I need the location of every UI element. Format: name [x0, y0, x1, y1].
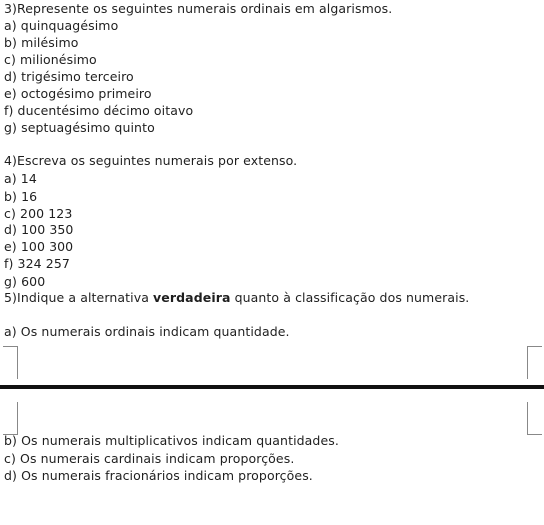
frame-corner-top-left: [3, 346, 18, 379]
q3-item-b: b) milésimo: [4, 35, 79, 50]
q4-item-c: c) 200 123: [4, 206, 73, 221]
q4-item-a: a) 14: [4, 171, 37, 186]
q4-item-d: d) 100 350: [4, 222, 74, 237]
q3-item-g: g) septuagésimo quinto: [4, 120, 155, 135]
q5-title-emphasis: verdadeira: [153, 290, 231, 305]
q3-item-c: c) milionésimo: [4, 52, 97, 67]
q5-option-c: c) Os numerais cardinais indicam proporções.: [4, 451, 295, 466]
question-3-title: 3)Represente os seguintes numerais ordinais em algarismos.: [4, 1, 393, 16]
q3-item-e: e) octogésimo primeiro: [4, 86, 152, 101]
q4-item-e: e) 100 300: [4, 239, 74, 254]
q4-item-f: f) 324 257: [4, 256, 70, 271]
frame-corner-bottom-left: [3, 402, 18, 435]
q5-title-end: quanto à classificação dos numerais.: [230, 290, 470, 305]
q4-item-g: g) 600: [4, 274, 46, 289]
frame-corner-bottom-right: [527, 402, 542, 435]
q3-item-f: f) ducentésimo décimo oitavo: [4, 103, 194, 118]
q4-item-b: b) 16: [4, 189, 38, 204]
q5-option-a: a) Os numerais ordinais indicam quantidade.: [4, 324, 290, 339]
divider-bar: [0, 385, 544, 389]
question-5-title: [4, 290, 469, 305]
question-4-title: 4)Escreva os seguintes numerais por extenso.: [4, 153, 298, 168]
q5-option-b: b) Os numerais multiplicativos indicam quantidades.: [4, 433, 339, 448]
q3-item-d: d) trigésimo terceiro: [4, 69, 134, 84]
q5-option-d: d) Os numerais fracionários indicam proporções.: [4, 468, 313, 483]
q5-title-start: 5)Indique a alternativa: [4, 290, 154, 305]
q3-item-a: a) quinquagésimo: [4, 18, 119, 33]
frame-corner-top-right: [527, 346, 542, 379]
